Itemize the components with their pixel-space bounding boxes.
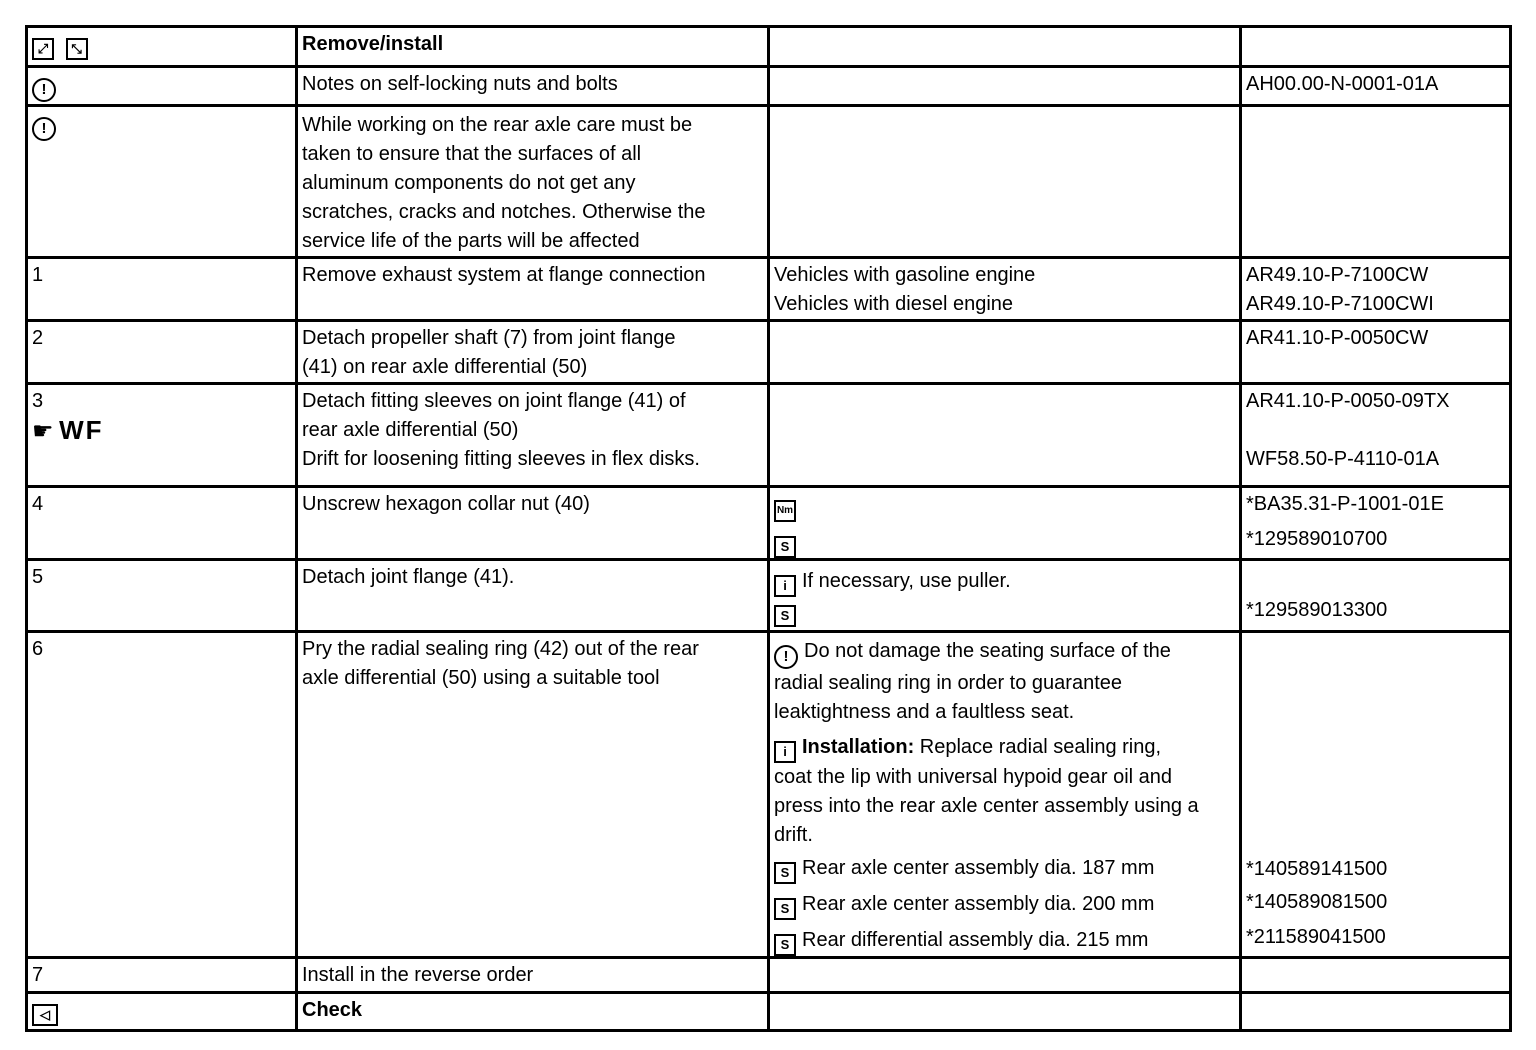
table-row: ◁ Check [27,993,1511,1031]
special-tool-icon[interactable]: S [774,934,796,956]
header-row [27,27,1511,67]
table-row: ! Notes on self-locking nuts and bolts AH00.00-N-0001-01A [27,67,1511,106]
table-row: 7 Install in the reverse order [27,958,1511,993]
doc-link[interactable]: AR41.10-P-0050CW [1241,321,1511,384]
tool-number[interactable]: *140589081500 [1246,891,1388,913]
doc-link[interactable]: WF58.50-P-4110-01A [1246,448,1440,470]
check-triangle-icon: ◁ [32,1004,58,1026]
table-row: 6 Pry the radial sealing ring (42) out of the rear axle differential (50) using a suitable tool ! Do not damage the seating surface of the radial sealing ring in order to guarantee leaktightness and a faultless seat. i Installation: Replace radial sealing ring, coat the lip with universal hypoid gear oil and press into the rear axle center assembly using a drift. S Rear axle center assembly dia. 187 mm S Rear axle center assembly dia. 200 mm S Rear differential assembly dia. 215 mm *140589141500 *140589081500 *211589041500 [27,632,1511,958]
doc-link[interactable]: AH00.00-N-0001-01A [1241,67,1511,106]
section-title: Remove/install [297,27,769,67]
table-row: 1 Remove exhaust system at flange connection Vehicles with gasoline engine Vehicles with diesel engine AR49.10-P-7100CW AR49.10-P-7100CWI [27,258,1511,321]
special-tool-icon[interactable]: S [774,898,796,920]
doc-link[interactable]: AR49.10-P-7100CW [1246,264,1429,286]
doc-link[interactable]: AR41.10-P-0050-09TX [1246,390,1450,412]
tool-number[interactable]: *211589041500 [1246,926,1386,948]
procedure-table [25,25,1512,1032]
table-row: 3 ☛ WF Detach fitting sleeves on joint flange (41) of rear axle differential (50) Drift for loosening fitting sleeves in flex disks. AR41.10-P-0050-09TX WF58.50-P-4110-01A [27,384,1511,487]
torque-nm-icon[interactable]: Nm [774,500,796,522]
special-tool-icon[interactable]: S [774,536,796,558]
expand-icon[interactable]: ⤢ [32,38,54,60]
doc-link[interactable]: *BA35.31-P-1001-01E [1246,493,1444,515]
info-icon: i [774,575,796,597]
tool-number[interactable]: *140589141500 [1246,858,1388,880]
special-tool-icon[interactable]: S [774,605,796,627]
warning-icon: ! [32,117,56,141]
table-row: 2 Detach propeller shaft (7) from joint flange (41) on rear axle differential (50) AR41.10-P-0050CW [27,321,1511,384]
collapse-icon[interactable]: ⤡ [66,38,88,60]
doc-link[interactable]: AR49.10-P-7100CWI [1246,293,1434,315]
special-tool-icon[interactable]: S [774,862,796,884]
table-row: 4 Unscrew hexagon collar nut (40) Nm S *BA35.31-P-1001-01E *129589010700 [27,487,1511,560]
warning-icon: ! [32,78,56,102]
table-row: ! While working on the rear axle care must be taken to ensure that the surfaces of all aluminum components do not get any scratches, cracks and notches. Otherwise the service life of the parts will be affected [27,106,1511,258]
tool-number[interactable]: *129589013300 [1246,599,1388,621]
table-row: 5 Detach joint flange (41). i If necessary, use puller. S *129589013300 [27,560,1511,632]
tool-number[interactable]: *129589010700 [1246,528,1388,550]
pointing-hand-icon: ☛ [32,418,54,445]
warning-icon: ! [774,645,798,669]
info-icon: i [774,741,796,763]
